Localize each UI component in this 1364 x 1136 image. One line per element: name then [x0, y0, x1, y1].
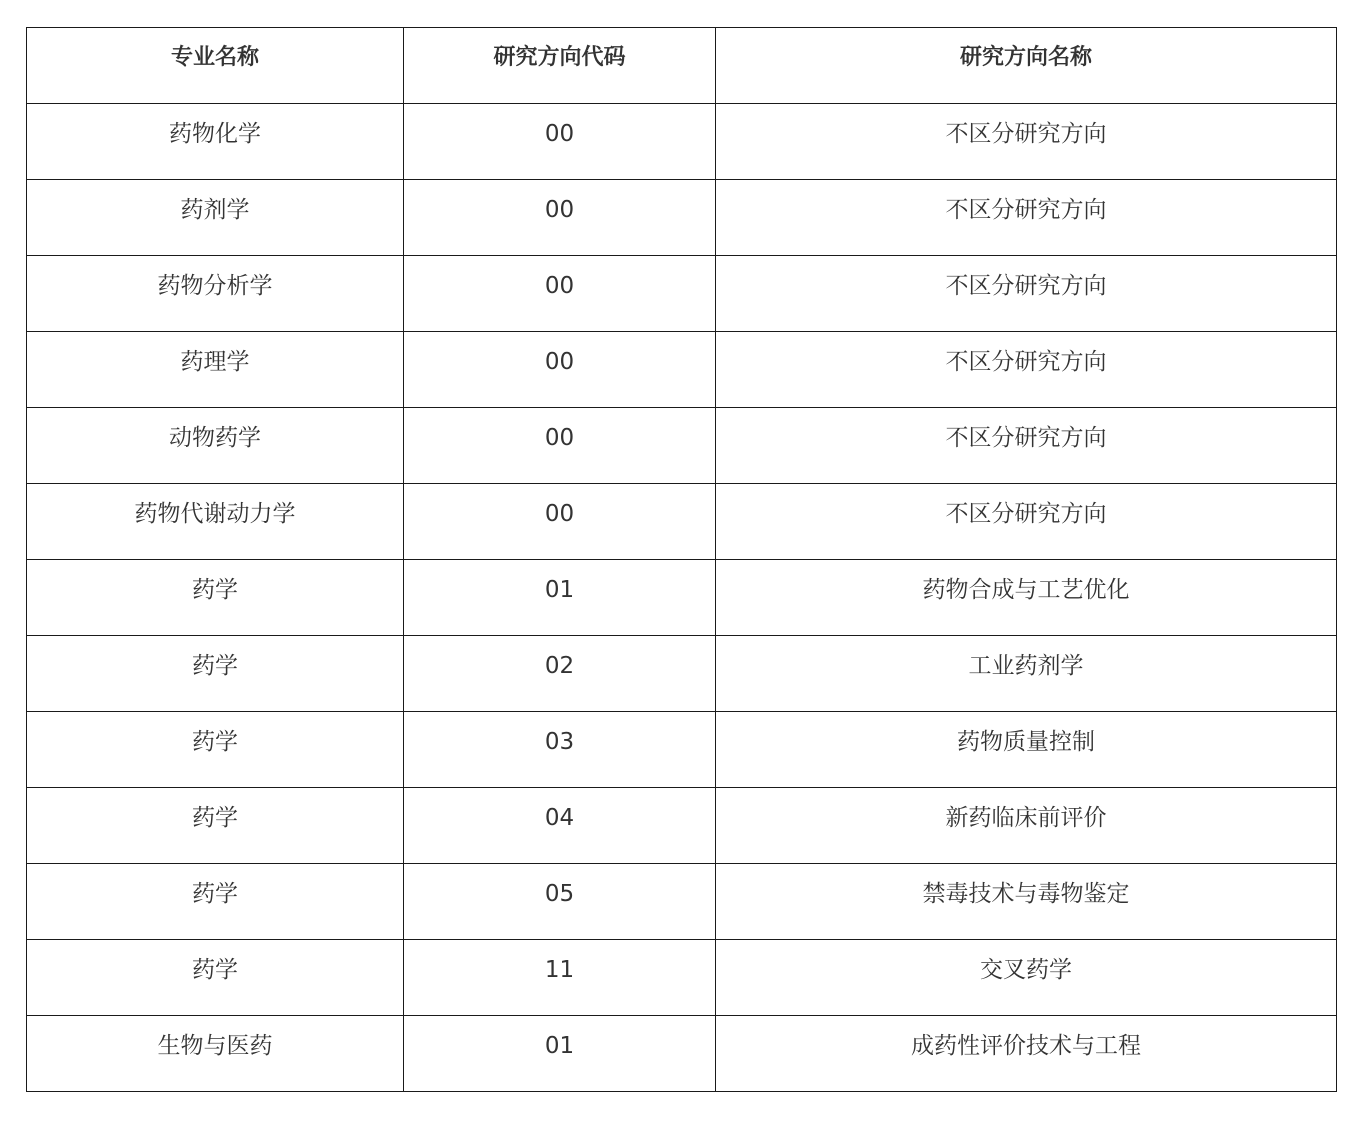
- cell-major-name: 药学: [27, 788, 404, 864]
- cell-direction-name: 药物质量控制: [716, 712, 1337, 788]
- table-row: [27, 560, 1337, 636]
- cell-direction-code: 01: [404, 560, 716, 636]
- cell-major-name: 药理学: [27, 332, 404, 408]
- cell-direction-code: 05: [404, 864, 716, 940]
- table-row: [27, 180, 1337, 256]
- header-direction-name: 研究方向名称: [716, 28, 1337, 104]
- table-header: [27, 28, 1337, 104]
- cell-direction-name: 不区分研究方向: [716, 408, 1337, 484]
- table-row: [27, 1016, 1337, 1092]
- cell-major-name: 药剂学: [27, 180, 404, 256]
- cell-major-name: 药学: [27, 940, 404, 1016]
- table-body: [27, 104, 1337, 1092]
- cell-direction-code: 02: [404, 636, 716, 712]
- table-row: [27, 864, 1337, 940]
- cell-direction-name: 成药性评价技术与工程: [716, 1016, 1337, 1092]
- table-row: [27, 712, 1337, 788]
- cell-direction-name: 工业药剂学: [716, 636, 1337, 712]
- header-row: [27, 28, 1337, 104]
- table-row: [27, 332, 1337, 408]
- cell-direction-code: 04: [404, 788, 716, 864]
- cell-direction-code: 00: [404, 180, 716, 256]
- cell-direction-code: 11: [404, 940, 716, 1016]
- cell-direction-code: 00: [404, 104, 716, 180]
- table-row: [27, 104, 1337, 180]
- cell-direction-name: 药物合成与工艺优化: [716, 560, 1337, 636]
- table-row: [27, 408, 1337, 484]
- cell-direction-name: 不区分研究方向: [716, 332, 1337, 408]
- table-row: [27, 788, 1337, 864]
- cell-direction-name: 不区分研究方向: [716, 484, 1337, 560]
- cell-major-name: 药学: [27, 560, 404, 636]
- cell-major-name: 药学: [27, 636, 404, 712]
- cell-major-name: 药物代谢动力学: [27, 484, 404, 560]
- cell-direction-name: 新药临床前评价: [716, 788, 1337, 864]
- cell-direction-code: 00: [404, 256, 716, 332]
- cell-direction-code: 00: [404, 484, 716, 560]
- table-row: [27, 940, 1337, 1016]
- cell-direction-name: 不区分研究方向: [716, 104, 1337, 180]
- cell-direction-code: 00: [404, 332, 716, 408]
- cell-major-name: 生物与医药: [27, 1016, 404, 1092]
- cell-direction-name: 禁毒技术与毒物鉴定: [716, 864, 1337, 940]
- header-major-name: 专业名称: [27, 28, 404, 104]
- header-direction-code: 研究方向代码: [404, 28, 716, 104]
- cell-direction-name: 交叉药学: [716, 940, 1337, 1016]
- cell-major-name: 动物药学: [27, 408, 404, 484]
- cell-major-name: 药物分析学: [27, 256, 404, 332]
- table-row: [27, 256, 1337, 332]
- cell-major-name: 药物化学: [27, 104, 404, 180]
- cell-direction-name: 不区分研究方向: [716, 256, 1337, 332]
- cell-direction-code: 00: [404, 408, 716, 484]
- cell-direction-name: 不区分研究方向: [716, 180, 1337, 256]
- research-direction-table: [26, 27, 1337, 1092]
- cell-major-name: 药学: [27, 864, 404, 940]
- cell-direction-code: 01: [404, 1016, 716, 1092]
- cell-direction-code: 03: [404, 712, 716, 788]
- table-row: [27, 636, 1337, 712]
- research-direction-table-container: [26, 27, 1336, 1092]
- cell-major-name: 药学: [27, 712, 404, 788]
- table-row: [27, 484, 1337, 560]
